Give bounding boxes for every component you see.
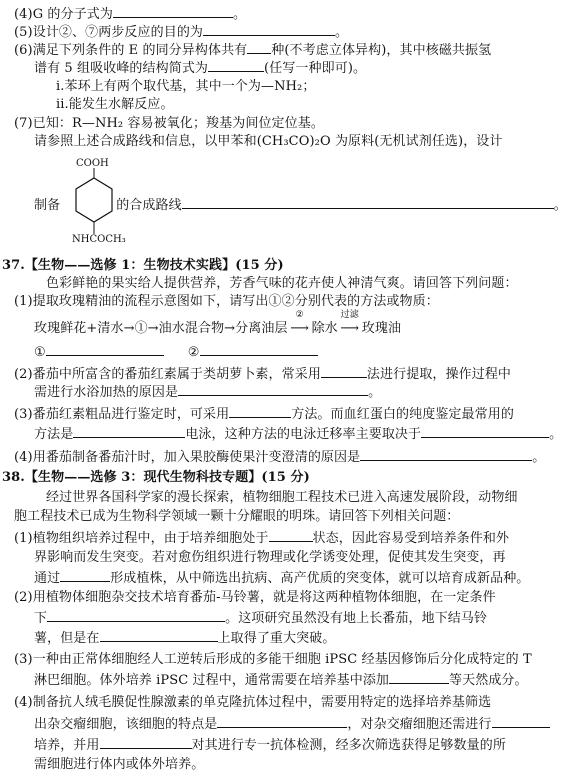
q38-3: (3)一种由正常体细胞经人工逆转后形成的多能干细胞 iPSC 经基因修饰后分化成特定的 T <box>14 652 532 667</box>
cooh-label: COOH <box>76 158 109 169</box>
q37-header: 37.【生物——选修 1：生物技术实践】(15 分) <box>2 258 284 273</box>
q38-2-line2: 下 。这项研究虽然没有地上长番茄，地下结马铃 <box>34 611 488 626</box>
q36-5: (5)设计②、⑦两步反应的目的为 。 <box>14 25 349 40</box>
q37-1: (1)提取玫瑰精油的流程示意图如下，请写出①②分别代表的方法或物质： <box>14 294 439 309</box>
q36-7-line2: 请参照上述合成路线和信息，以甲苯和(CH₃CO)₂O 为原料(无机试剂任选)，设计 <box>34 134 503 149</box>
q37-flow: 玫瑰鲜花+清水→①→油水混合物→分离油层 ② ⟶ 除水 过滤 ⟶ 玫瑰油 <box>34 310 402 336</box>
answer-blank[interactable] <box>47 610 225 622</box>
q38-header: 38.【生物——选修 3：现代生物科技专题】(15 分) <box>2 470 310 485</box>
q38-intro-2: 胞工程技术已成为生物科学领域一颗十分耀眼的明珠。请回答下列相关问题： <box>14 509 460 524</box>
answer-blank[interactable] <box>247 42 271 54</box>
q38-1: (1)植物组织培养过程中，由于培养细胞处于 状态，因此容易受到培养条件和外 <box>14 531 510 546</box>
q38-4-line3: 培养，并用 对其进行专一抗体检测，经多次筛选获得足够数量的所 <box>34 738 506 753</box>
q37-flow-blanks: ① ② <box>0 344 581 361</box>
answer-blank[interactable] <box>200 344 318 356</box>
answer-blank[interactable] <box>360 449 532 461</box>
answer-blank[interactable] <box>389 672 449 684</box>
q38-4-line4: 需细胞进行体内或体外培养。 <box>34 757 205 772</box>
q38-2-line3: 薯，但是在 上取得了重大突破。 <box>34 631 336 646</box>
answer-blank[interactable] <box>113 6 233 18</box>
answer-blank[interactable] <box>269 530 313 542</box>
q37-4: (4)用番茄制备番茄汁时，加入果胶酶使果汁变澄清的原因是 。 <box>14 450 546 465</box>
q38-4: (4)制备抗人绒毛膜促性腺激素的单克隆抗体过程中，需要用特定的选择培养基筛选 <box>14 695 492 710</box>
answer-blank[interactable] <box>100 630 218 642</box>
q36-4: (4)G 的分子式为 。 <box>14 7 247 22</box>
answer-blank[interactable] <box>46 344 164 356</box>
q38-3-line2: 淋巴细胞。体外培养 iPSC 过程中，通常需要在培养基中添加 等天然成分。 <box>34 673 528 688</box>
answer-blank[interactable] <box>217 716 347 728</box>
answer-blank[interactable] <box>73 426 185 438</box>
answer-blank[interactable] <box>421 426 549 438</box>
nhcoch3-label: NHCOCH₃ <box>72 234 126 245</box>
q38-intro-1: 经过世界各国科学家的漫长探索，植物细胞工程技术已进入高速发展阶段，动物细 <box>46 490 518 505</box>
answer-blank[interactable] <box>182 197 554 209</box>
answer-blank[interactable] <box>60 570 110 582</box>
q38-1-line2: 界影响而发生突变。若对愈伤组织进行物理或化学诱变处理，促使其发生突变，再 <box>34 550 506 565</box>
q36-6-line2: 谱有 5 组吸收峰的结构简式为 (任写一种即可)。 <box>34 61 367 76</box>
q36-7-synthesis: 制备 的合成路线 。 <box>34 198 567 213</box>
q36-6-cond-ii: ii.能发生水解反应。 <box>56 97 174 112</box>
answer-blank[interactable] <box>208 60 264 72</box>
answer-blank[interactable] <box>229 406 291 418</box>
q37-2: (2)番茄中所富含的番茄红素属于类胡萝卜素，常采用 法进行提取，操作过程中 <box>14 367 512 382</box>
arrow-2: ② ⟶ <box>290 310 309 336</box>
answer-blank[interactable] <box>321 366 367 378</box>
q38-1-line3: 通过 形成植株，从中筛选出抗病、高产优质的突变体，就可以培育成新品种。 <box>34 571 530 586</box>
q37-3-line2: 方法是 电泳，这种方法的电泳迁移率主要取决于 。 <box>34 427 563 442</box>
q37-2-line2: 需进行水浴加热的原因是 。 <box>34 385 382 400</box>
q37-intro: 色彩鲜艳的果实给人提供营养，芳香气味的花卉使人神清气爽。请回答下列问题： <box>46 276 518 291</box>
q37-3: (3)番茄红素粗品进行鉴定时，可采用 方法。而血红蛋白的纯度鉴定最常用的 <box>14 407 514 422</box>
answer-blank[interactable] <box>178 384 368 396</box>
arrow-filter: 过滤 ⟶ <box>340 310 360 336</box>
q36-7: (7)已知：R—NH₂ 容易被氧化；羧基为间位定位基。 <box>14 116 324 131</box>
q38-4-line2: 出杂交瘤细胞，该细胞的特点是 ，对杂交瘤细胞还需进行 <box>0 716 581 733</box>
answer-blank[interactable] <box>492 716 550 728</box>
q38-2: (2)用植物体细胞杂交技术培育番茄-马铃薯，就是将这两种植物体细胞，在一定条件 <box>14 590 496 605</box>
answer-blank[interactable] <box>100 737 192 749</box>
q36-6: (6)满足下列条件的 E 的同分异构体共有 种(不考虑立体异构)，其中核磁共振氢 <box>14 43 492 58</box>
q36-6-cond-i: i.苯环上有两个取代基，其中一个为—NH₂； <box>56 79 316 94</box>
answer-blank[interactable] <box>203 24 335 36</box>
